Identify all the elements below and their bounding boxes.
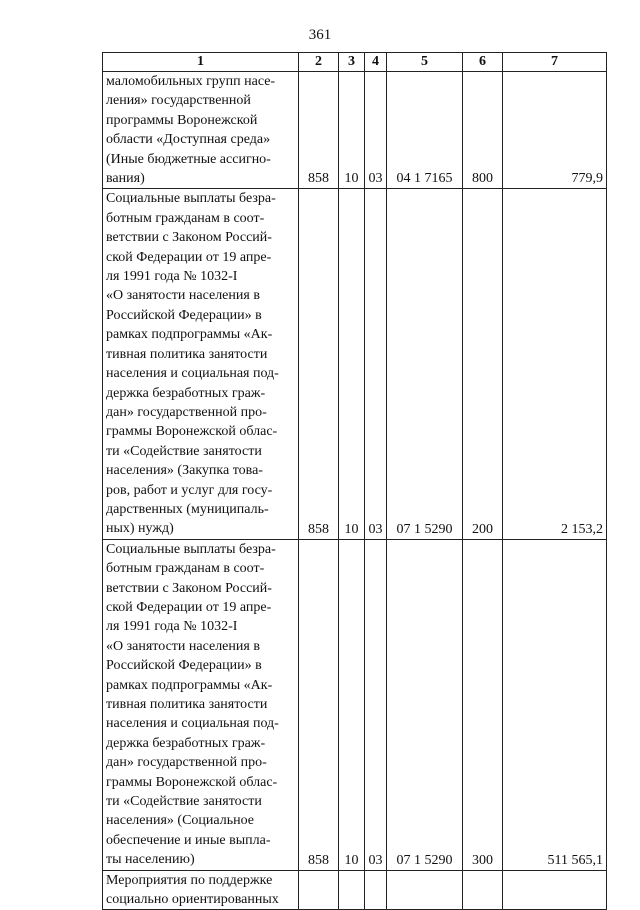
expense-type-code	[463, 870, 503, 910]
expense-type-code: 200	[463, 189, 503, 539]
column-header-2: 2	[299, 53, 339, 72]
description-line: Социальные выплаты безра-	[106, 541, 276, 557]
description-line: ботным гражданам в соот-	[106, 210, 265, 226]
column-header-6: 6	[463, 53, 503, 72]
budget-table	[102, 52, 607, 910]
description-line: обеспечение и иные выпла-	[106, 832, 271, 848]
description-line: вания)	[106, 171, 145, 187]
description-line: ления» государственной	[106, 93, 251, 109]
description-line: рамках подпрограммы «Ак-	[106, 327, 273, 343]
section-code: 10	[339, 72, 365, 189]
amount-value: 779,9	[503, 72, 607, 189]
description-line: тивная политика занятости	[106, 346, 268, 362]
description-line: держка безработных граж-	[106, 385, 266, 401]
description-line: дан» государственной про-	[106, 404, 267, 420]
description-line: ботным гражданам в соот-	[106, 561, 265, 577]
ministry-code	[299, 870, 339, 910]
ministry-code: 858	[299, 189, 339, 539]
column-header-7: 7	[503, 53, 607, 72]
description-line: Российской Федерации» в	[106, 307, 262, 323]
amount-value: 511 565,1	[503, 539, 607, 870]
table-row	[103, 72, 607, 189]
amount-value: 2 153,2	[503, 189, 607, 539]
target-article-code: 07 1 5290	[387, 539, 463, 870]
expense-type-code: 300	[463, 539, 503, 870]
target-article-code: 04 1 7165	[387, 72, 463, 189]
description-line: ской Федерации от 19 апре-	[106, 599, 272, 615]
expense-type-code: 800	[463, 72, 503, 189]
table-body	[103, 72, 607, 910]
description-line: ти «Содействие занятости	[106, 443, 262, 459]
table-row	[103, 870, 607, 910]
subsection-code: 03	[365, 72, 387, 189]
column-header-1: 1	[103, 53, 299, 72]
description-line: Социальные выплаты безра-	[106, 191, 276, 207]
description-line: граммы Воронежской облас-	[106, 774, 278, 790]
description-line: ти «Содействие занятости	[106, 794, 262, 810]
description-line: Мероприятия по поддержке	[106, 872, 273, 888]
column-header-4: 4	[365, 53, 387, 72]
description-line: дан» государственной про-	[106, 755, 267, 771]
description-line: населения» (Социальное	[106, 813, 254, 829]
description-line: ветствии с Законом Россий-	[106, 580, 272, 596]
subsection-code: 03	[365, 189, 387, 539]
table-row	[103, 189, 607, 539]
description-line: «О занятости населения в	[106, 288, 260, 304]
description-line: тивная политика занятости	[106, 697, 268, 712]
description-line: населения и социальная под-	[106, 716, 279, 732]
ministry-code: 858	[299, 72, 339, 189]
amount-value	[503, 870, 607, 910]
description-line: рамках подпрограммы «Ак-	[106, 677, 273, 693]
column-header-3: 3	[339, 53, 365, 72]
row-description	[103, 72, 299, 189]
description-line: социально ориентированных	[106, 892, 279, 908]
description-line: ты населению)	[106, 852, 195, 868]
table-row	[103, 539, 607, 870]
column-header-5: 5	[387, 53, 463, 72]
row-description	[103, 870, 299, 910]
description-line: (Иные бюджетные ассигно-	[106, 151, 271, 167]
section-code: 10	[339, 189, 365, 539]
description-line: ской Федерации от 19 апре-	[106, 249, 272, 265]
description-line: «О занятости населения в	[106, 638, 260, 654]
target-article-code: 07 1 5290	[387, 189, 463, 539]
row-description	[103, 539, 299, 870]
description-line: области «Доступная среда»	[106, 132, 271, 148]
section-code: 10	[339, 539, 365, 870]
description-line: граммы Воронежской облас-	[106, 424, 278, 440]
description-line: ля 1991 года № 1032-I	[106, 619, 238, 635]
subsection-code	[365, 870, 387, 910]
description-line: населения» (Закупка това-	[106, 463, 263, 479]
target-article-code	[387, 870, 463, 910]
description-line: держка безработных граж-	[106, 735, 266, 751]
ministry-code: 858	[299, 539, 339, 870]
description-line: программы Воронежской	[106, 112, 258, 128]
section-code	[339, 870, 365, 910]
row-description	[103, 189, 299, 539]
header-row	[103, 53, 607, 72]
description-line: населения и социальная под-	[106, 366, 279, 382]
description-line: маломобильных групп насе-	[106, 74, 276, 89]
description-line: Российской Федерации» в	[106, 658, 262, 674]
subsection-code: 03	[365, 539, 387, 870]
page-number: 361	[308, 27, 332, 43]
description-line: дарственных (муниципаль-	[106, 501, 269, 517]
description-line: ров, работ и услуг для госу-	[106, 482, 273, 498]
description-line: ля 1991 года № 1032-I	[106, 269, 238, 285]
description-line: ветствии с Законом Россий-	[106, 230, 272, 246]
description-line: ных) нужд)	[106, 521, 174, 537]
